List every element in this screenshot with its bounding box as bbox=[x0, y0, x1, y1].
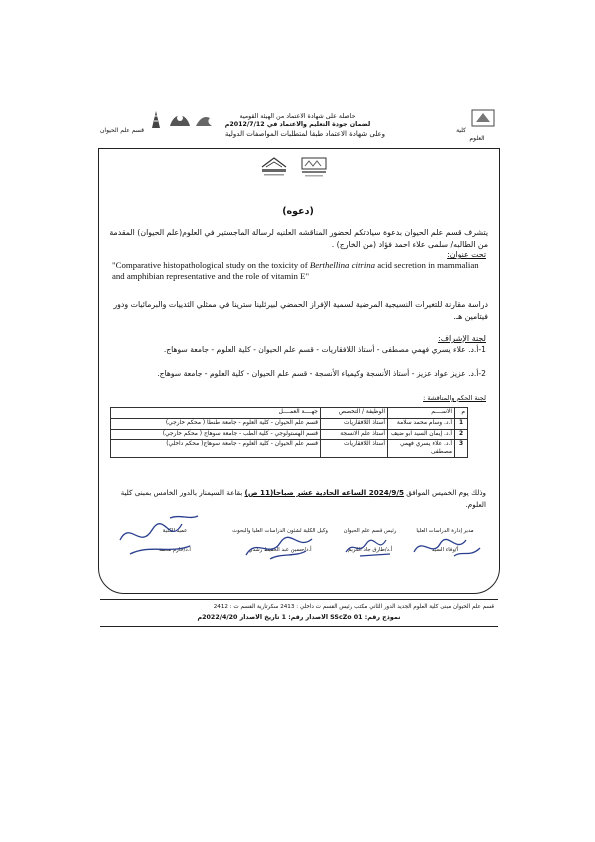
header-faculty-text: كلية العلوم bbox=[456, 127, 485, 142]
thesis-title-en-post: acid secretion in mammalian and amphibian representative and the role of vitamin E" bbox=[112, 260, 479, 281]
signature-title: وكيل الكلية لشئون الدراسات العليا والبحوث bbox=[232, 528, 328, 534]
footer-form-number: نموذج رقم: SScZo 01 الاصدار رقم: 1 تاريخ الاصدار 2022/4/20م bbox=[197, 614, 401, 621]
row-name: أ.د. وسام محمد سلامة bbox=[388, 419, 455, 430]
exam-date-text bbox=[106, 487, 486, 511]
row-num: 2 bbox=[455, 429, 468, 440]
handwritten-signature-icon bbox=[240, 533, 320, 563]
thesis-title-en-species: Berthellina citrina bbox=[309, 260, 376, 270]
row-workplace: قسم الهستولوجي - كلية الطب - جامعة سوهاج ( محكم خارجي) bbox=[111, 429, 321, 440]
row-num: 1 bbox=[455, 419, 468, 430]
thesis-title-arabic: دراسة مقارنة للتغيرات النسيجية المرضية لسمية الإفراز الحمضي لبيرثلينا سترينا في ممثلي الثدييات والبرمائيات ودور فيتامين هـ. bbox=[113, 300, 488, 321]
thesis-title-english bbox=[112, 260, 492, 281]
signature-title: عميد الكلية bbox=[162, 528, 188, 534]
header-department-text: قسم علم الحيوان bbox=[100, 127, 144, 134]
handwritten-signature-icon bbox=[110, 510, 210, 560]
invitation-title: (دعوه) bbox=[282, 206, 314, 217]
row-name: أ.د. علاء يسري فهمي مصطفى bbox=[388, 440, 455, 458]
footer-contact: قسم علم الحيوان مبنى كلية العلوم الجديد الدور الثاني مكتب رئيس القسم ت داخلي : 2413 سكرتارية القسم ت : 2412 bbox=[213, 604, 494, 610]
row-workplace: قسم علم الحيوان - كلية العلوم - جامعة طنطا ( محكم خارجي) bbox=[111, 419, 321, 430]
header-faculty bbox=[452, 108, 502, 143]
exam-date-post: بقاعة السيمنار بالدور الخامس بمبنى كلية العلوم. bbox=[120, 488, 486, 509]
accreditation-line-2: لضمان جودة التعليم والاعتماد في 2012/7/12م bbox=[224, 121, 371, 128]
handwritten-signature-icon bbox=[410, 532, 486, 562]
university-logo-icon bbox=[146, 108, 218, 130]
signature-title: مدير إدارة الدراسات العليا bbox=[416, 528, 474, 534]
supervisor-1: 1-أ.د. علاء يسري فهمي مصطفى - أستاذ اللافقاريات - قسم علم الحيوان - كلية العلوم - جامعة سوهاج. bbox=[163, 345, 486, 354]
committee-header-row bbox=[111, 408, 468, 419]
signature-name: أ.د/حسين عبد الحفيظ رشدي bbox=[248, 547, 312, 553]
invitation-intro: يتشرف قسم علم الحيوان بدعوة سيادتكم لحضور المناقشه العلنيه لرسالة الماجستير في العلوم(علم الحيوان) المقدمة من الطالبه/ سلمى علاء احمد فؤاد (من الخارج) . bbox=[109, 228, 488, 249]
committee-table bbox=[110, 407, 468, 458]
col-num: م bbox=[455, 408, 468, 419]
handwritten-signature-icon bbox=[340, 534, 400, 560]
header-sub-line: وعلى شهادة الاعتماد طبقا لمتطلبات المواصفات الدولية bbox=[224, 130, 386, 138]
table-row bbox=[111, 419, 468, 430]
committee-heading: لجنة الحكم والمناقشة : bbox=[423, 394, 486, 402]
row-workplace: قسم علم الحيوان - كلية العلوم - جامعة سوهاج( محكم داخلي) bbox=[111, 440, 321, 458]
faculty-logo-icon bbox=[468, 108, 498, 130]
header-department bbox=[100, 108, 218, 135]
row-position: أستاذ اللافقاريات bbox=[320, 419, 387, 430]
naqaae-badge-icon bbox=[258, 155, 290, 179]
row-position: أستاذ اللافقاريات bbox=[320, 440, 387, 458]
col-workplace: جهــــة العمــــل bbox=[111, 408, 321, 419]
supervision-heading: لجنة الإشراف: bbox=[438, 334, 486, 343]
table-row bbox=[111, 440, 468, 458]
signature-title: رئيس قسم علم الحيوان bbox=[343, 528, 397, 534]
accreditation-badges bbox=[258, 155, 368, 183]
table-row bbox=[111, 429, 468, 440]
supervisor-2: 2-أ.د. عزيز عواد عزيز - أستاذ الأنسجة وكيمياء الأنسجة - قسم علم الحيوان - كلية العلوم - جامعة سوهاج. bbox=[157, 369, 486, 378]
col-position: الوظيفة / التخصص bbox=[320, 408, 387, 419]
signature-name: أ.د/طارق جاد الكريم bbox=[347, 547, 393, 553]
row-position: أستاذ علم الانسجة bbox=[320, 429, 387, 440]
col-name: الاســــم bbox=[388, 408, 455, 419]
signature-name: أ/وفاء السيد bbox=[431, 547, 459, 553]
row-num: 3 bbox=[455, 440, 468, 458]
signature-name: أ.د/حازم محمد bbox=[159, 547, 191, 553]
exam-date-time: 2024/9/5 الساعه الحادية عشر صباحا(11 ص) bbox=[244, 488, 404, 497]
exam-date-pre: وذلك يوم الخميس الموافق bbox=[403, 488, 486, 497]
accreditation-line-1: حاصلة على شهادة الاعتماد من الهيئة القومية bbox=[239, 113, 356, 120]
header-accreditation bbox=[210, 113, 385, 129]
iso-badge-icon bbox=[298, 155, 330, 179]
thesis-title-en-pre: "Comparative histopathological study on the toxicity of bbox=[112, 260, 310, 270]
under-title-label: تحت عنوان: bbox=[447, 250, 486, 259]
row-name: أ.د. إيمان السيد ابو ضيف bbox=[388, 429, 455, 440]
